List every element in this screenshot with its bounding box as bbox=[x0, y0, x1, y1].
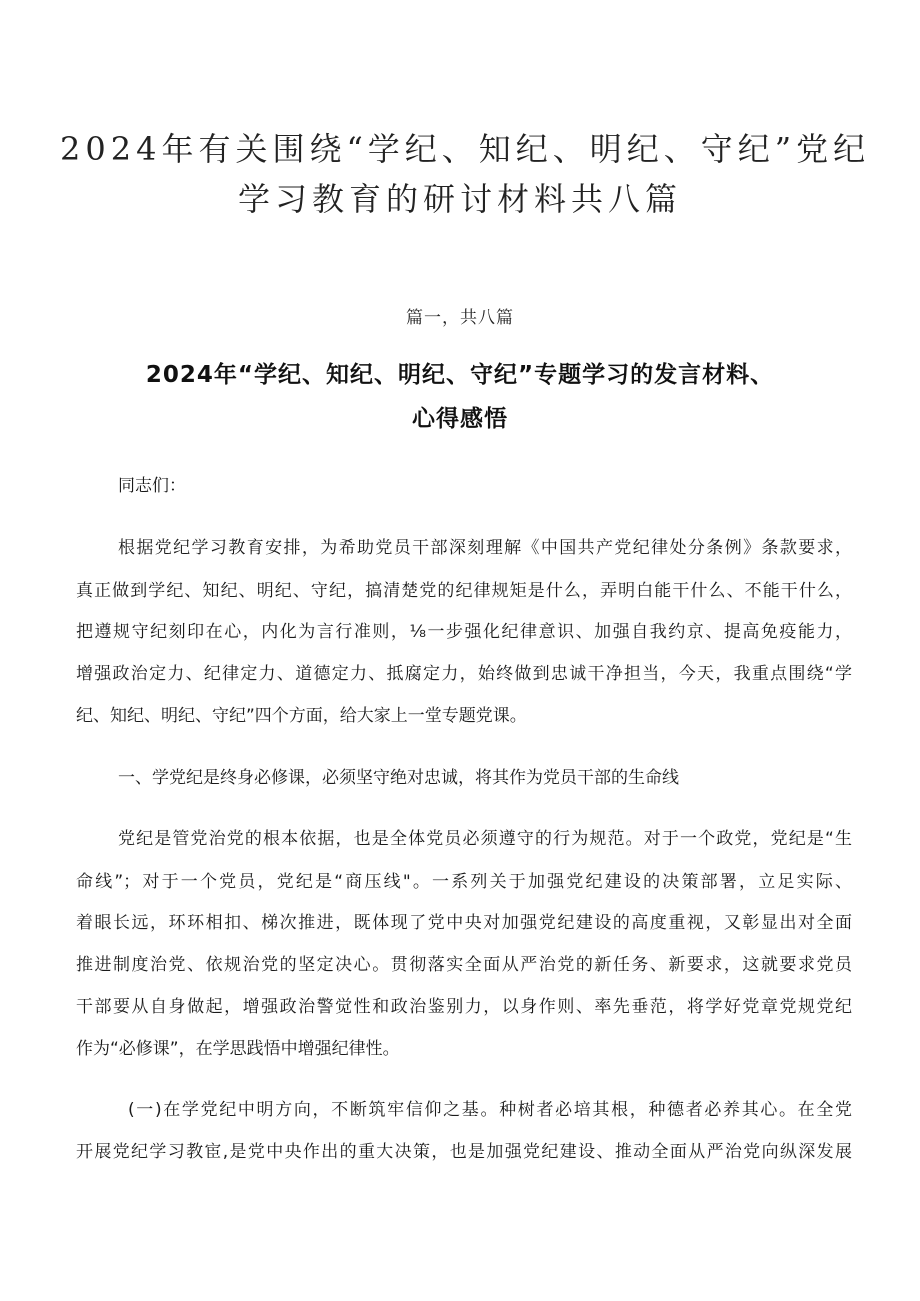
section-heading-1: 一、学党纪是终身必修课，必须坚守绝对忠诚，将其作为党员干部的生命线 bbox=[118, 768, 679, 788]
paragraph-3-line: (一)在学党纪中明方向，不断筑牢信仰之基。种树者必培其根，种德者必养其心。在全党 bbox=[128, 1100, 852, 1120]
paragraph-3-line: 开展党纪学习教宦,是党中央作出的重大决策，也是加强党纪建设、推动全面从严治党向纵深发展 bbox=[76, 1142, 852, 1162]
paragraph-2-line: 干部要从自身做起，增强政治警觉性和政治鉴别力，以身作则、率先垂范，将学好党章党规党纪 bbox=[76, 997, 852, 1017]
paragraph-2-line: 推进制度治党、依规治党的坚定决心。贯彻落实全面从严治党的新任务、新要求，这就要求党员 bbox=[76, 955, 852, 975]
paragraph-1-line: 真正做到学纪、知纪、明纪、守纪，搞清楚党的纪律规矩是什么，弄明白能干什么、不能干什么， bbox=[76, 581, 852, 601]
paragraph-2-line: 命线”；对于一个党员，党纪是“商压线"。一系列关于加强党纪建设的决策部署，立足实际、 bbox=[76, 872, 852, 892]
paragraph-2-line: 作为“必修课”，在学思践悟中增强纪律性。 bbox=[76, 1039, 400, 1059]
subtitle-line-2: 心得感悟 bbox=[412, 406, 508, 432]
document-title-line-2: 学习教育的研讨材料共八篇 bbox=[237, 180, 682, 218]
paragraph-1-line: 纪、知纪、明纪、守纪”四个方面，给大家上一堂专题党课。 bbox=[76, 706, 527, 726]
document-title-line-1: 2024年有关围绕“学纪、知纪、明纪、守纪”党纪 bbox=[60, 130, 871, 168]
paragraph-1-line: 把遵规守纪刻印在心，内化为言行准则，⅛一步强化纪律意识、加强自我约京、提高免疫能力， bbox=[76, 622, 852, 642]
paragraph-2-line: 党纪是管党治党的根本依据，也是全体党员必须遵守的行为规范。对于一个政党，党纪是“生 bbox=[118, 829, 852, 849]
subtitle-line-1: 2024年“学纪、知纪、明纪、守纪”专题学习的发言材料、 bbox=[145, 362, 775, 388]
paragraph-1-line: 根据党纪学习教育安排，为希助党员干部深刻理解《中国共产党纪律处分条例》条款要求， bbox=[118, 538, 852, 558]
greeting: 同志们： bbox=[118, 476, 186, 496]
paragraph-2-line: 着眼长远，环环相扣、梯次推进，既体现了党中央对加强党纪建设的高度重视，又彰显出对全面 bbox=[76, 913, 852, 933]
section-label: 篇一，共八篇 bbox=[406, 308, 514, 328]
paragraph-1-line: 增强政治定力、纪律定力、道德定力、抵腐定力，始终做到忠诚干净担当，今天，我重点围绕“学 bbox=[76, 664, 852, 684]
